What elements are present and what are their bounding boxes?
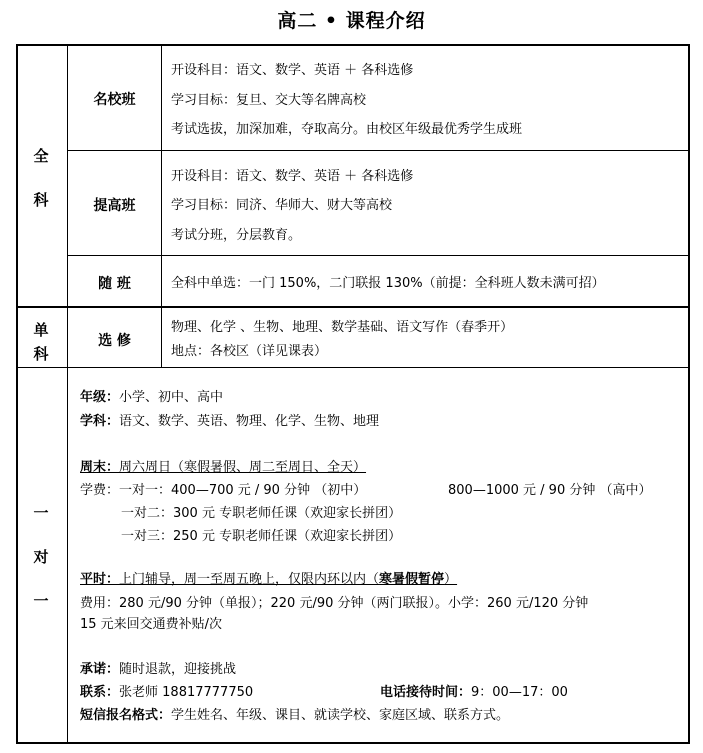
phone-time-value: 9：00—17：00 [471, 685, 568, 700]
subject-label: 学科： [80, 414, 120, 429]
section-label-1v1-1: 一 [33, 504, 49, 522]
divider [67, 150, 690, 151]
weekend-value: 周六周日（寒假暑假、周二至周日、全天） [119, 460, 367, 475]
weekday-label: 平时： [80, 572, 120, 587]
contact-label: 联系： [80, 685, 120, 700]
fee-line-1: 学费：一对一：400—700 元 / 90 分钟 （初中） [80, 483, 367, 498]
mingxiao-note: 考试选拔，加深加难，夺取高分。由校区年级最优秀学生成班 [171, 122, 523, 137]
page-title: 高二 • 课程介绍 [277, 10, 426, 32]
class-name-tigao: 提高班 [93, 198, 136, 214]
weekday-fee-2: 15 元来回交通费补贴/次 [80, 617, 223, 632]
phone-time-line [380, 685, 568, 701]
mingxiao-goal: 学习目标：复旦、交大等名牌高校 [171, 93, 367, 108]
subject-value: 语文、数学、英语、物理、化学、生物、地理 [119, 414, 380, 429]
weekday-close: ） [444, 572, 458, 587]
contact-line [80, 685, 253, 701]
tigao-note: 考试分班，分层教育。 [171, 228, 302, 243]
section-label-danke-1: 单 [33, 321, 49, 339]
grade-label: 年级： [80, 390, 120, 405]
mingxiao-subjects: 开设科目：语文、数学、英语 ＋ 各科选修 [171, 63, 414, 78]
fee-line-3: 一对三：250 元 专职老师任课（欢迎家长拼团） [121, 529, 402, 544]
xuanxiu-location: 地点：各校区（详见课表） [171, 344, 328, 359]
weekday-fee-1: 费用：280 元/90 分钟（单报）；220 元/90 分钟（两门联报）。小学：260 元/120 分钟 [80, 596, 589, 611]
suiban-note: 全科中单选：一门 150%，二门联报 130%（前提：全科班人数未满可招） [171, 276, 605, 291]
contact-value: 张老师 18817777750 [119, 685, 254, 700]
section-label-quanke-2: 科 [33, 191, 49, 209]
weekday-bold: 寒暑假暂停 [379, 572, 445, 587]
tigao-goal: 学习目标：同济、华师大、财大等高校 [171, 198, 393, 213]
divider [16, 306, 690, 308]
grade-value: 小学、初中、高中 [119, 390, 224, 405]
xuanxiu-subjects: 物理、化学 、生物、地理、数学基础、语文写作（春季开） [171, 320, 514, 335]
weekday-value: 上门辅导，周一至周五晚上，仅限内环以内（ [119, 572, 380, 587]
fee-line-1-high: 800—1000 元 / 90 分钟 （高中） [448, 483, 652, 498]
sms-label: 短信报名格式： [80, 708, 172, 723]
divider [16, 367, 690, 368]
class-name-suiban: 随 班 [98, 276, 131, 292]
section-label-1v1-2: 对 [33, 548, 49, 566]
fee-line-2: 一对二：300 元 专职老师任课（欢迎家长拼团） [121, 506, 402, 521]
sms-value: 学生姓名、年级、课目、就读学校、家庭区域、联系方式。 [171, 708, 510, 723]
section-label-quanke-1: 全 [33, 147, 49, 165]
grade-line [80, 390, 223, 406]
divider [67, 255, 690, 256]
class-name-xuanxiu: 选 修 [98, 333, 131, 349]
weekday-line [80, 572, 457, 588]
weekend-label: 周末： [80, 460, 120, 475]
section-label-danke-2: 科 [33, 345, 49, 363]
class-name-mingxiao: 名校班 [93, 92, 136, 108]
section-label-1v1-3: 一 [33, 592, 49, 610]
sms-line [80, 708, 509, 724]
tigao-subjects: 开设科目：语文、数学、英语 ＋ 各科选修 [171, 169, 414, 184]
weekend-line [80, 460, 366, 476]
promise-value: 随时退款，迎接挑战 [119, 662, 237, 677]
subject-line [80, 414, 379, 430]
promise-line [80, 662, 236, 678]
divider [161, 45, 162, 367]
promise-label: 承诺： [80, 662, 120, 677]
phone-time-label: 电话接待时间： [380, 685, 472, 700]
